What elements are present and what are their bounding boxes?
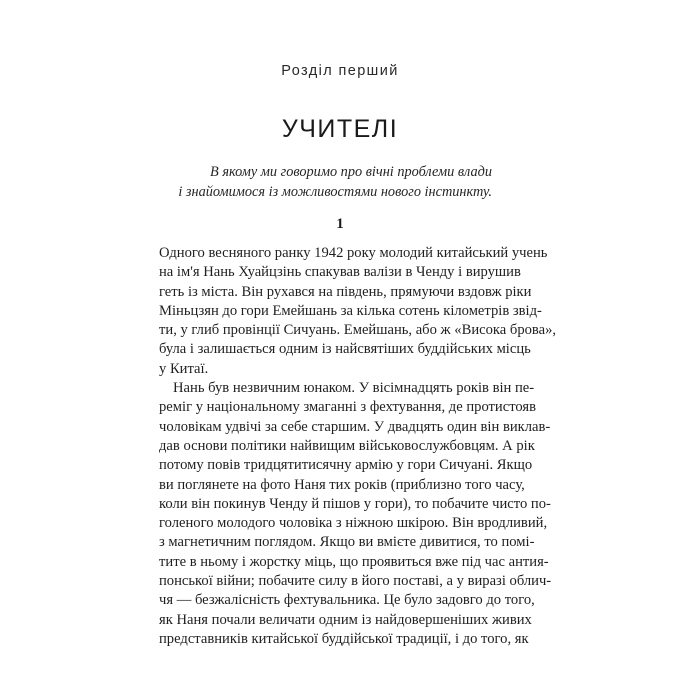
chapter-epigraph bbox=[150, 162, 492, 202]
text-line: Міньцзян до гори Емейшань за кілька сотень кілометрів звід- bbox=[159, 302, 542, 319]
text-line: дав основи політики найвищим військовослужбовцям. А рік bbox=[159, 437, 535, 454]
text-line: представників китайської буддійської традиції, і до того, як bbox=[159, 630, 529, 647]
chapter-label: Розділ перший bbox=[281, 63, 399, 79]
text-line: понської війни; побачите силу в його поставі, а у виразі облич- bbox=[159, 573, 552, 590]
epigraph-line: В якому ми говоримо про вічні проблеми влади bbox=[210, 164, 492, 180]
text-line: геть із міста. Він рухався на південь, прямуючи вздовж ріки bbox=[159, 283, 532, 300]
text-line: з магнетичним поглядом. Якщо ви вмієте дивитися, то помі- bbox=[159, 534, 535, 551]
text-line: тите в ньому і жорстку міць, що проявиться вже під час антия- bbox=[159, 553, 549, 570]
text-line: реміг у національному змаганні з фехтування, де протистояв bbox=[159, 399, 537, 416]
text-line: на ім'я Нань Хуайцзінь спакував валізи в Ченду і вирушив bbox=[159, 264, 521, 281]
text-line: голеного молодого чоловіка з ніжною шкірою. Він вродливий, bbox=[159, 515, 548, 532]
text-line: потому повів тридцятитисячну армію у гори Сичуані. Якщо bbox=[159, 457, 533, 474]
text-line: ти, у глиб провінції Сичуань. Емейшань, або ж «Висока брова», bbox=[159, 322, 557, 339]
text-line: ви поглянете на фото Наня тих років (приблизно того часу, bbox=[159, 476, 525, 493]
epigraph-line: і знайомимося із можливостями нового інстинкту. bbox=[178, 184, 492, 200]
text-line: Нань був незвичним юнаком. У вісімнадцять років він пе- bbox=[173, 380, 535, 397]
text-line: коли він покинув Ченду й пішов у гори), то побачите чисто по- bbox=[159, 495, 551, 512]
chapter-title: УЧИТЕЛІ bbox=[281, 115, 399, 143]
body-text bbox=[159, 244, 557, 649]
text-line: як Наня почали величати одним із найдовершеніших живих bbox=[159, 611, 532, 628]
text-line: у Китаї. bbox=[159, 360, 209, 377]
text-line: Одного весняного ранку 1942 року молодий китайський учень bbox=[159, 245, 548, 261]
text-line: чоловікам удвічі за себе старшим. У двадцять один він виклав- bbox=[159, 418, 551, 435]
text-line: була і залишається одним із найсвятіших буддійських місць bbox=[159, 341, 531, 358]
text-line: чя — безжалісність фехтувальника. Це було задовго до того, bbox=[159, 592, 535, 609]
section-number: 1 bbox=[336, 216, 344, 232]
